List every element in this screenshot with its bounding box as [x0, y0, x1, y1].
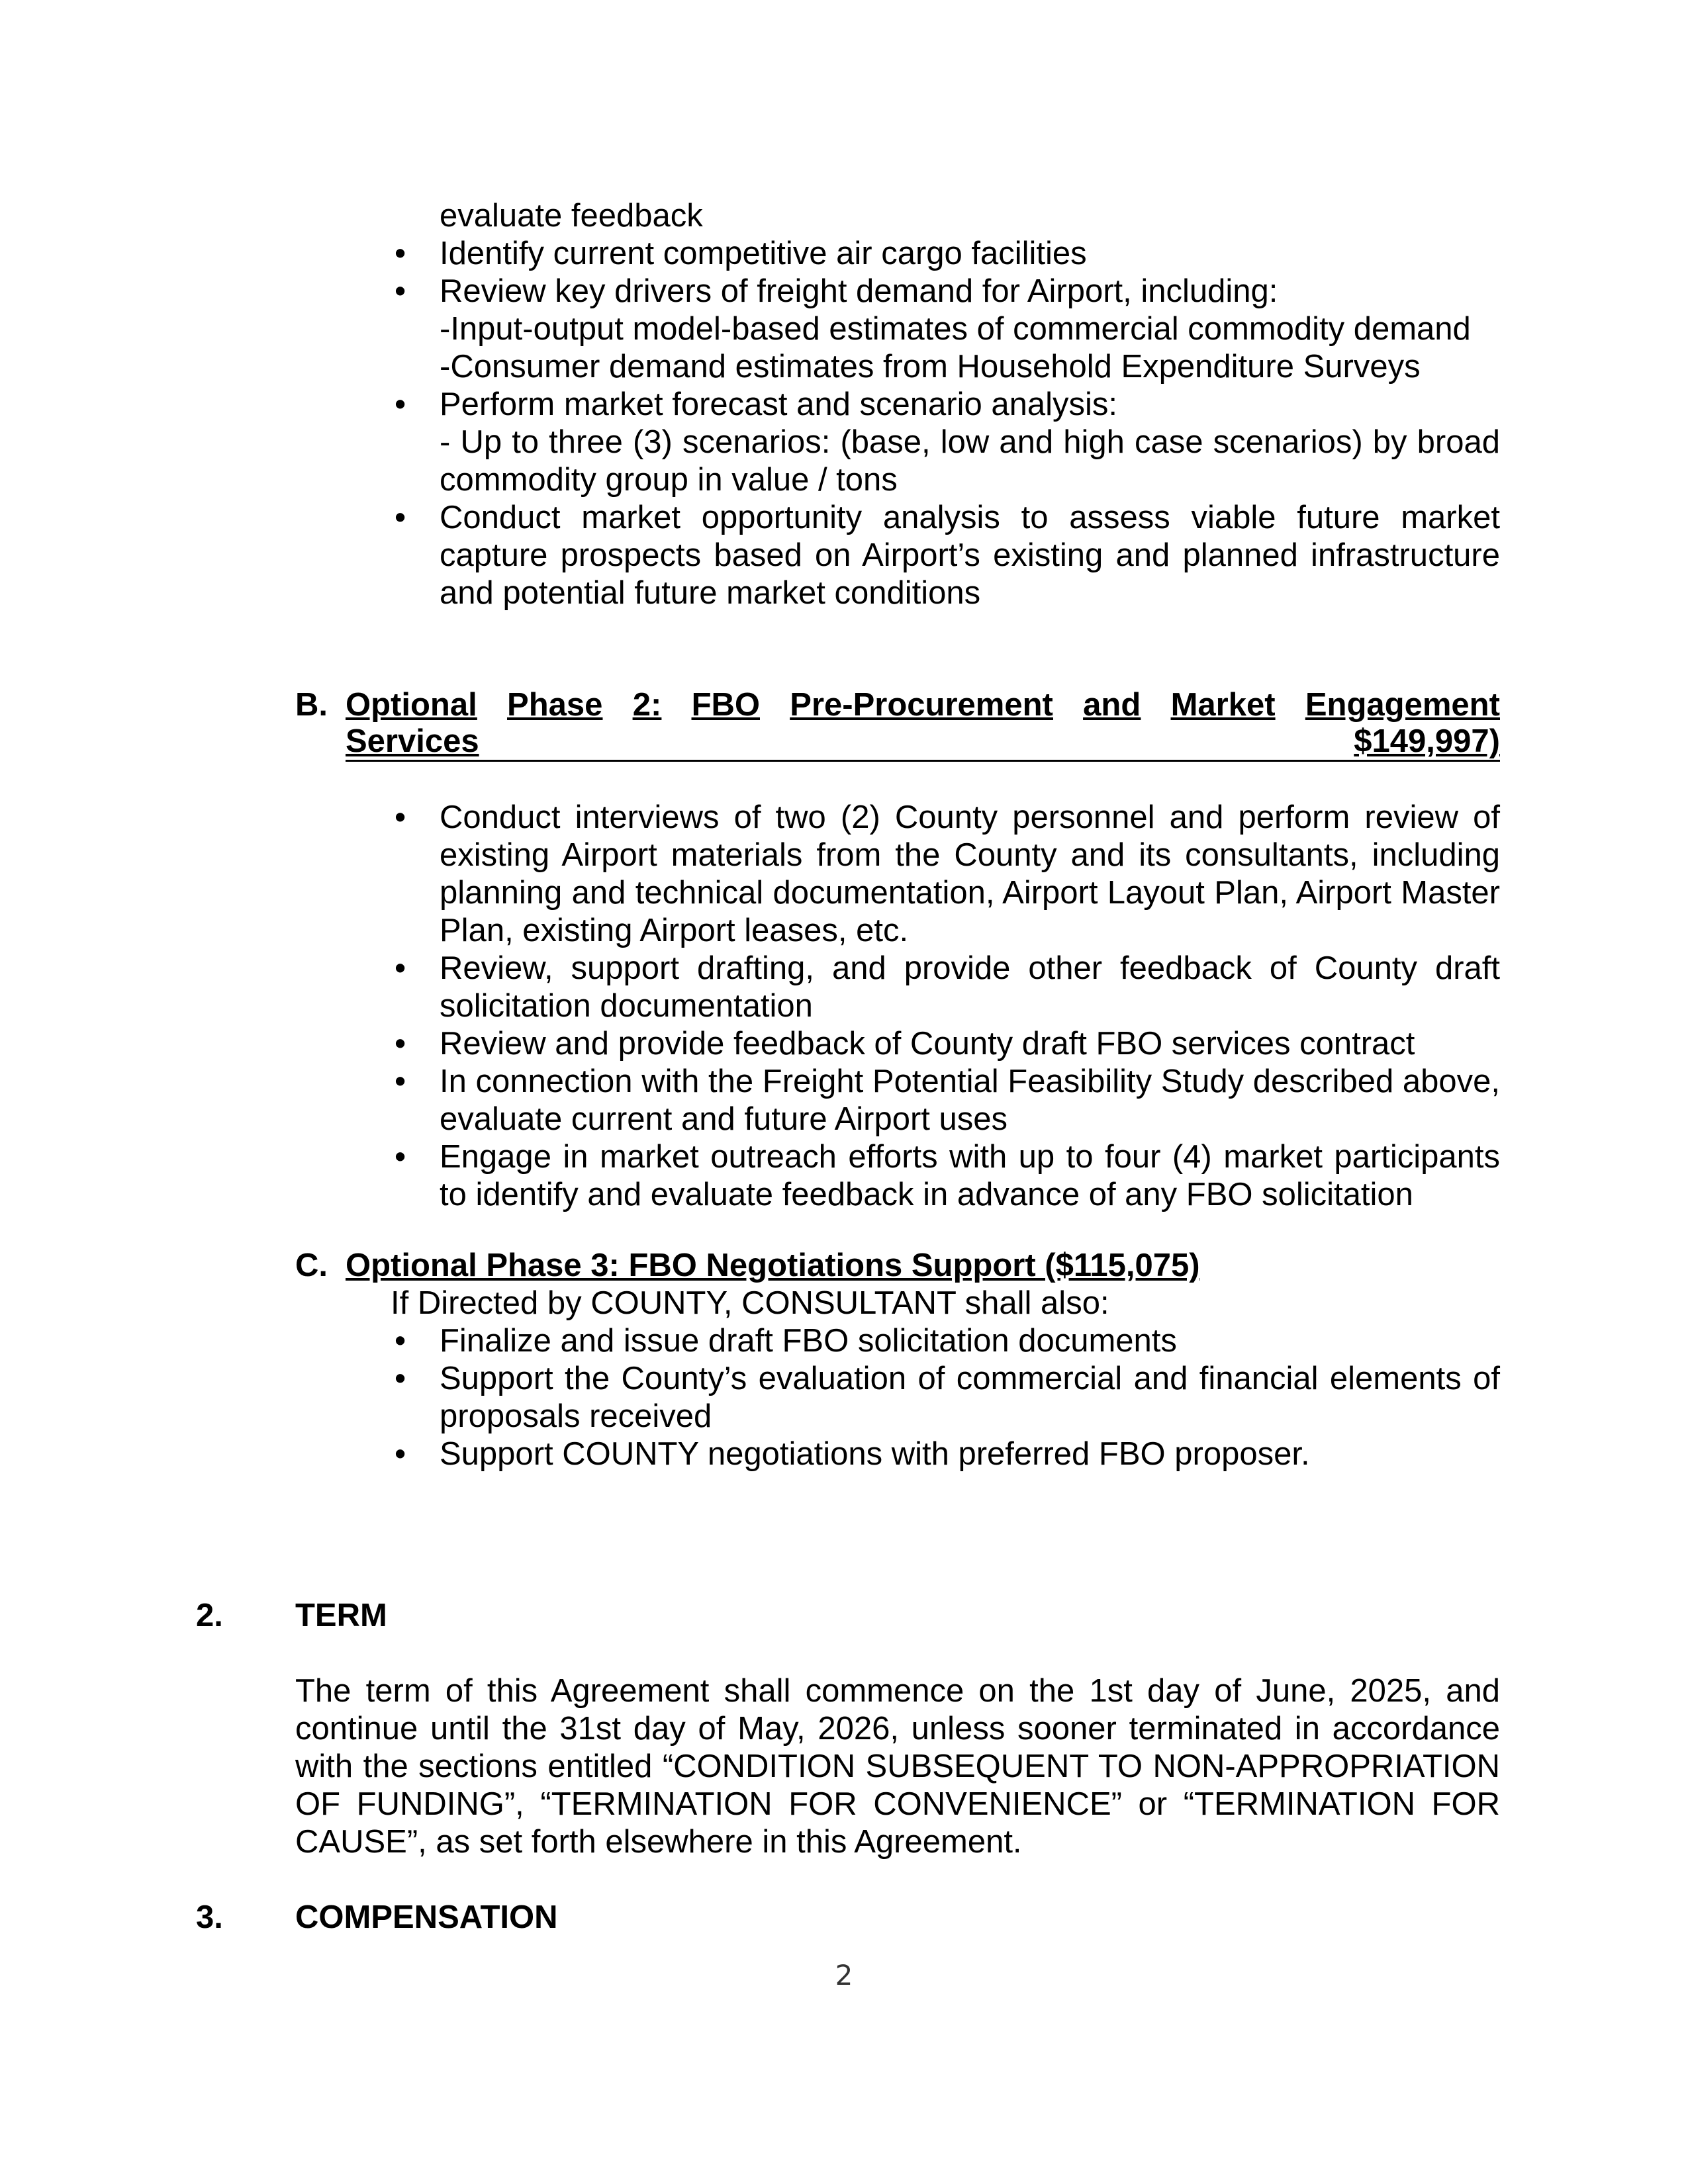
bullet-text: Support COUNTY negotiations with preferred FBO proposer. — [440, 1436, 1310, 1472]
heading-word: Phase — [507, 687, 603, 723]
section-b-heading — [346, 686, 1500, 762]
section-a-bullet-list — [391, 235, 1500, 612]
fragment-text: evaluate feedback — [440, 198, 703, 234]
heading-word: 2: — [632, 687, 662, 723]
bullet-text: Finalize and issue draft FBO solicitation documents — [440, 1323, 1177, 1359]
heading-word: Optional — [346, 687, 477, 723]
section-c-bullet-list — [391, 1322, 1500, 1473]
list-item — [391, 1138, 1500, 1214]
bullet-text: Engage in market outreach efforts with up to four (4) market participants to identify and evaluate feedback in advance of any FBO solicitation — [440, 1139, 1500, 1212]
section-2-body: The term of this Agreement shall commence on the 1st day of June, 2025, and continue until the 31st day of May, 2026, unless sooner terminated in accordance with the sections entitled “CONDITION SUBSEQUENT TO NON-APPROPRIATION OF FUNDING”, “TERMINATION FOR CONVENIENCE” or “TERMINATION FOR CAUSE”, as set forth elsewhere in this Agreement. — [295, 1673, 1500, 1860]
list-item — [391, 1360, 1500, 1435]
heading-word: and — [1083, 687, 1141, 723]
bullet-text: In connection with the Freight Potential Feasibility Study described above, evaluate current and future Airport uses — [440, 1064, 1500, 1137]
section-b-label: B. — [295, 687, 328, 723]
page-number: 2 — [835, 1959, 853, 1991]
section-b-heading-line2 — [346, 724, 1500, 762]
heading-word: Market — [1170, 687, 1276, 723]
list-item — [391, 799, 1500, 950]
section-b-bullet-list — [391, 799, 1500, 1214]
heading-word: Engagement — [1305, 687, 1500, 723]
bullet-text: Review and provide feedback of County draft FBO services contract — [440, 1026, 1415, 1062]
section-3-number: 3. — [196, 1899, 223, 1935]
bullet-text: Review, support drafting, and provide other feedback of County draft solicitation documentation — [440, 950, 1500, 1024]
list-item — [391, 499, 1500, 612]
bullet-text: Review key drivers of freight demand for Airport, including: — [440, 273, 1278, 309]
section-c-label: C. — [295, 1248, 328, 1283]
section-2-number: 2. — [196, 1598, 223, 1633]
bullet-text: Conduct market opportunity analysis to assess viable future market capture prospects based on Airport’s existing and planned infrastructure and potential future market conditions — [440, 500, 1500, 611]
section-c-intro: If Directed by COUNTY, CONSULTANT shall also: — [391, 1285, 1109, 1321]
list-item — [391, 273, 1500, 386]
list-item — [391, 1322, 1500, 1360]
list-item — [391, 1063, 1500, 1138]
bullet-text: Identify current competitive air cargo facilities — [440, 236, 1087, 271]
list-item — [391, 1435, 1500, 1473]
heading-word: Pre-Procurement — [790, 687, 1053, 723]
section-3-title: COMPENSATION — [295, 1899, 558, 1935]
bullet-text: Perform market forecast and scenario analysis: — [440, 387, 1117, 422]
section-b-heading-services: Services — [346, 723, 479, 759]
section-c-heading: Optional Phase 3: FBO Negotiations Support ($115,075) — [346, 1248, 1200, 1283]
sub-item-text: -Input-output model-based estimates of commercial commodity demand — [440, 311, 1471, 347]
section-2-title: TERM — [295, 1598, 387, 1633]
section-b-heading-amount: $149,997) — [1354, 723, 1500, 759]
section-b-heading-line1 — [346, 686, 1500, 724]
sub-item-text: -Consumer demand estimates from Household Expenditure Surveys — [440, 349, 1421, 385]
bullet-text: Support the County’s evaluation of commercial and financial elements of proposals received — [440, 1361, 1500, 1434]
list-item — [391, 950, 1500, 1025]
list-item — [391, 1025, 1500, 1063]
list-item — [391, 386, 1500, 499]
bullet-text: Conduct interviews of two (2) County personnel and perform review of existing Airport materials from the County and its consultants, including planning and technical documentation, Airport Layout Plan, Airport Master Plan, existing Airport leases, etc. — [440, 799, 1500, 948]
sub-item-text: - Up to three (3) scenarios: (base, low and high case scenarios) by broad commodity group in value / tons — [440, 424, 1500, 498]
heading-word: FBO — [691, 687, 760, 723]
list-item — [391, 235, 1500, 273]
